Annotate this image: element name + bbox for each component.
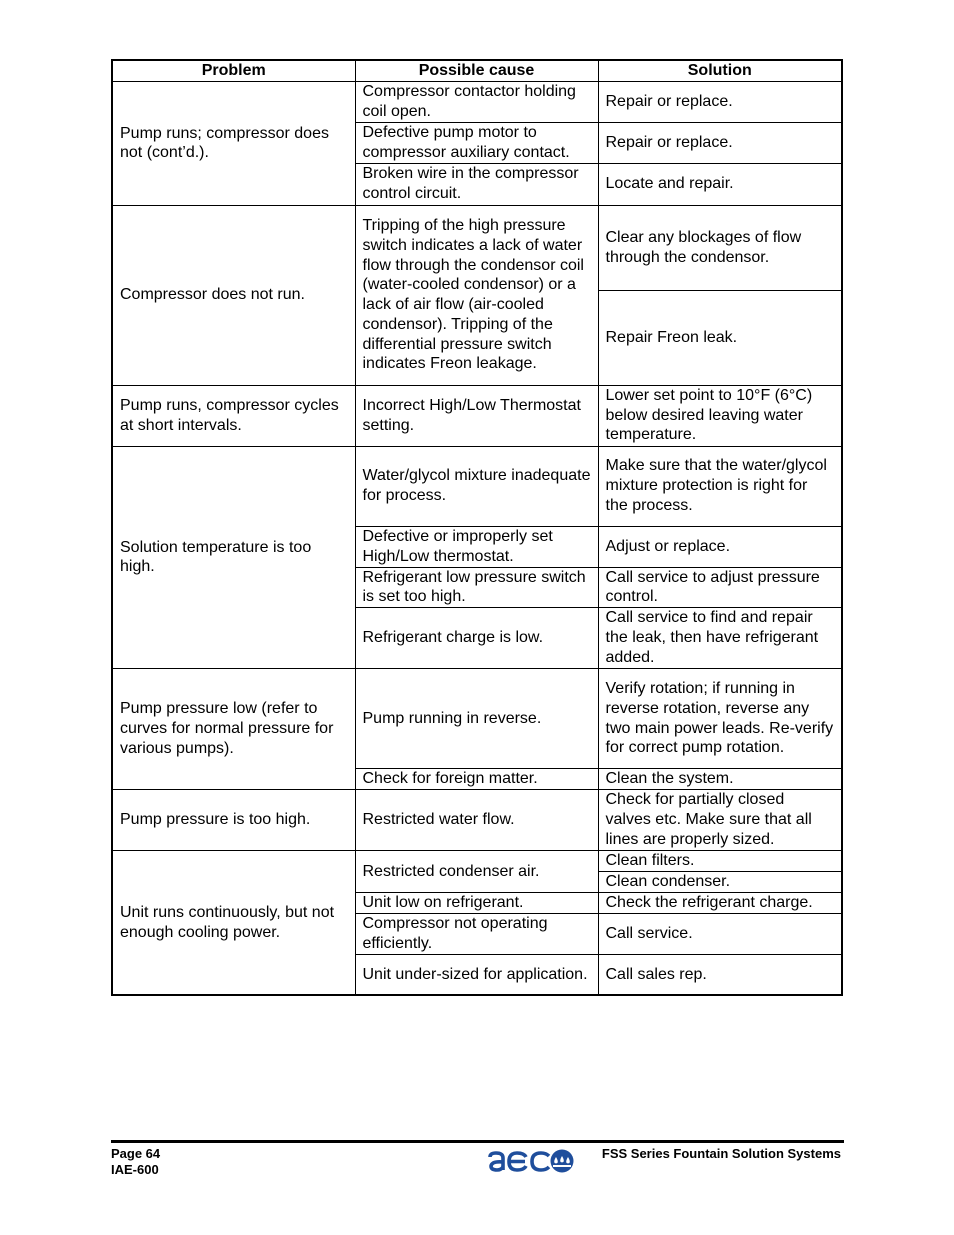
logo-text: aec <box>486 1146 488 1147</box>
aec-logo <box>486 1146 576 1176</box>
header-solution: Solution <box>598 60 842 82</box>
solution-cell: Clean the system. <box>598 769 842 790</box>
solution-cell: Make sure that the water/glycol mixture protection is right for the process. <box>598 446 842 526</box>
table-row <box>112 82 842 123</box>
table-row <box>112 205 842 290</box>
cause-cell: Refrigerant charge is low. <box>355 608 598 669</box>
solution-cell: Call sales rep. <box>598 954 842 995</box>
cause-cell: Check for foreign matter. <box>355 769 598 790</box>
solution-cell: Clear any blockages of flow through the condensor. <box>598 205 842 290</box>
problem-cell: Pump runs; compressor does not (cont’d.). <box>112 82 355 206</box>
solution-cell: Repair or replace. <box>598 123 842 164</box>
footer-divider <box>111 1140 844 1143</box>
cause-cell: Restricted condenser air. <box>355 851 598 893</box>
problem-cell: Pump pressure low (refer to curves for normal pressure for various pumps). <box>112 669 355 790</box>
solution-cell: Call service. <box>598 914 842 955</box>
cause-cell: Refrigerant low pressure switch is set too high. <box>355 567 598 608</box>
cause-cell: Unit under-sized for application. <box>355 954 598 995</box>
solution-cell: Clean filters. <box>598 851 842 872</box>
problem-cell: Solution temperature is too high. <box>112 446 355 669</box>
cause-cell: Broken wire in the compressor control circuit. <box>355 163 598 205</box>
cause-cell: Defective or improperly set High/Low thermostat. <box>355 526 598 567</box>
cause-cell: Restricted water flow. <box>355 790 598 851</box>
page-number: Page 64 <box>111 1146 161 1161</box>
solution-cell: Check for partially closed valves etc. Make sure that all lines are properly sized. <box>598 790 842 851</box>
problem-cell: Pump pressure is too high. <box>112 790 355 851</box>
cause-cell: Tripping of the high pressure switch indicates a lack of water flow through the condensor coil (water-cooled condensor) or a lack of air flow (air-cooled condensor). Tripping of the differential pressure switch indicates Freon leakage. <box>355 205 598 385</box>
table-row <box>112 851 842 872</box>
solution-cell: Adjust or replace. <box>598 526 842 567</box>
solution-cell: Call service to find and repair the leak, then have refrigerant added. <box>598 608 842 669</box>
cause-cell: Defective pump motor to compressor auxiliary contact. <box>355 123 598 164</box>
cause-cell: Compressor not operating efficiently. <box>355 914 598 955</box>
problem-cell: Compressor does not run. <box>112 205 355 385</box>
solution-cell: Locate and repair. <box>598 163 842 205</box>
table-row <box>112 446 842 526</box>
cause-cell: Incorrect High/Low Thermostat setting. <box>355 385 598 446</box>
solution-cell: Lower set point to 10°F (6°C) below desired leaving water temperature. <box>598 385 842 446</box>
logo-letters-icon <box>490 1153 549 1170</box>
solution-cell: Clean condenser. <box>598 872 842 893</box>
troubleshooting-table <box>111 59 843 996</box>
cause-cell: Compressor contactor holding coil open. <box>355 82 598 123</box>
table-header-row <box>112 60 842 82</box>
table-row <box>112 385 842 446</box>
cause-cell: Unit low on refrigerant. <box>355 893 598 914</box>
solution-cell: Repair or replace. <box>598 82 842 123</box>
problem-cell: Unit runs continuously, but not enough cooling power. <box>112 851 355 996</box>
cause-cell: Water/glycol mixture inadequate for process. <box>355 446 598 526</box>
solution-cell: Repair Freon leak. <box>598 290 842 385</box>
solution-cell: Check the refrigerant charge. <box>598 893 842 914</box>
cause-cell: Pump running in reverse. <box>355 669 598 769</box>
footer-page-info <box>111 1146 160 1178</box>
footer-doc-title: FSS Series Fountain Solution Systems <box>601 1146 841 1161</box>
solution-cell: Verify rotation; if running in reverse rotation, reverse any two main power leads. Re-verify for correct pump rotation. <box>598 669 842 769</box>
header-possible-cause: Possible cause <box>355 60 598 82</box>
header-problem: Problem <box>112 60 355 82</box>
document-id: IAE-600 <box>111 1162 159 1177</box>
table-row <box>112 790 842 851</box>
table-row <box>112 669 842 769</box>
problem-cell: Pump runs, compressor cycles at short intervals. <box>112 385 355 446</box>
solution-cell: Call service to adjust pressure control. <box>598 567 842 608</box>
